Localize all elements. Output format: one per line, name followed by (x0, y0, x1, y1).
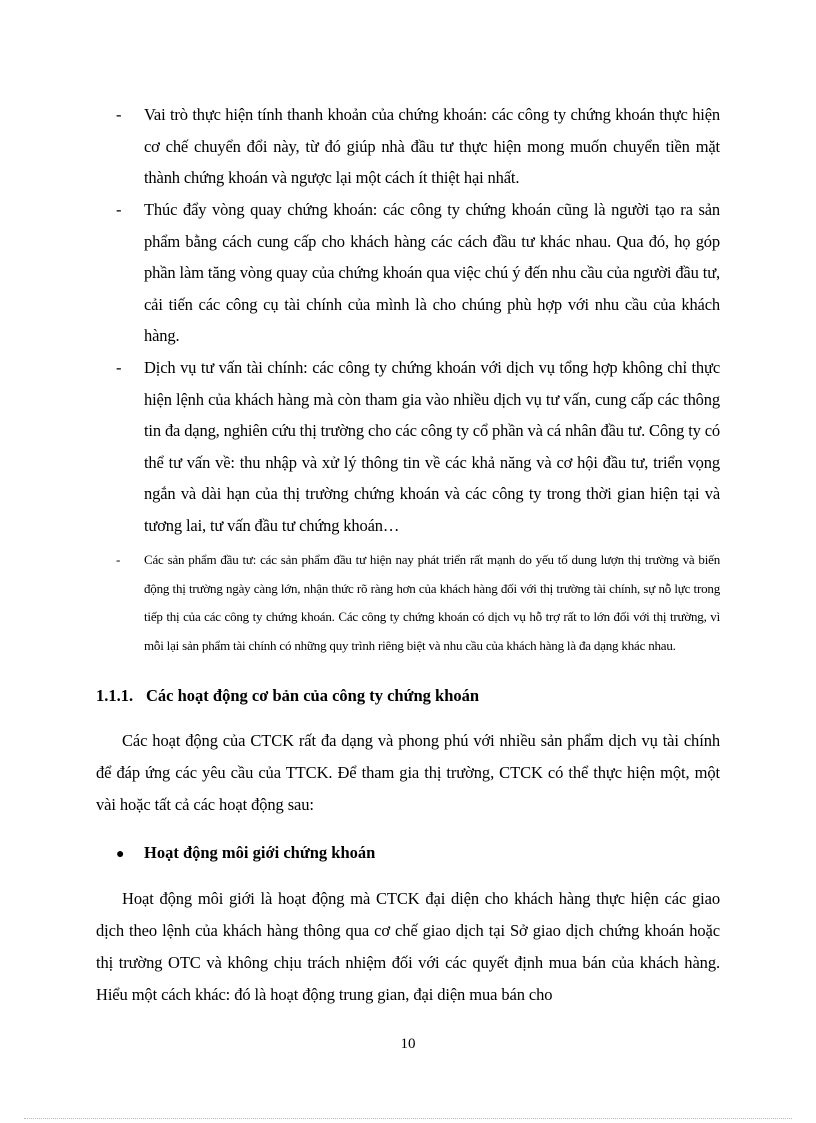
subsection-heading (116, 839, 716, 869)
section-number: 1.1.1. (96, 686, 134, 705)
dash-bullet-icon: - (116, 358, 122, 377)
list-item-text: Thúc đẩy vòng quay chứng khoán: các công ty chứng khoán cũng là người tạo ra sản phẩm bằng cách cung cấp cho khách hàng các cách đầu tư khác nhau. Qua đó, họ góp phần làm tăng vòng quay của chứng khoán qua việc chú ý đến nhu cầu của người đầu tư, cải tiến các công cụ tài chính của mình là cho chúng phù hợp với nhu cầu của khách hàng. (144, 200, 720, 345)
dash-bullet-icon: - (116, 552, 121, 567)
dash-bullet-icon: - (116, 200, 122, 219)
round-bullet-icon: ● (116, 847, 125, 862)
list-item (116, 546, 720, 660)
section-heading (96, 682, 720, 710)
list-item-text: Vai trò thực hiện tính thanh khoản của chứng khoán: các công ty chứng khoán thực hiện cơ chế chuyển đổi này, từ đó giúp nhà đầu tư thực hiện mong muốn chuyển tiền mặt thành chứng khoán và ngược lại một cách ít thiệt hại nhất. (144, 105, 720, 187)
page-number: 10 (400, 1036, 416, 1052)
intro-paragraph: Các hoạt động của CTCK rất đa dạng và phong phú với nhiều sản phẩm dịch vụ tài chính để đáp ứng các yêu cầu của TTCK. Để tham gia thị trường, CTCK có thể thực hiện một, một vài hoặc tất cả các hoạt động sau: (96, 731, 720, 814)
list-item (116, 99, 720, 194)
list-item-text: Dịch vụ tư vấn tài chính: các công ty chứng khoán với dịch vụ tổng hợp không chỉ thực hiện lệnh của khách hàng mà còn tham gia vào nhiều dịch vụ tư vấn, cung cấp các thông tin đa dạng, nghiên cứu thị trường cho các công ty cổ phần và cá nhân đầu tư. Công ty có thể tư vấn về: thu nhập và xử lý thông tin về các khả năng và cơ hội đầu tư, triển vọng ngắn và dài hạn của thị trường chứng khoán và các công ty trong thời gian hiện tại và tương lai, tư vấn đầu tư chứng khoán… (144, 358, 720, 535)
brokerage-paragraph: Hoạt động môi giới là hoạt động mà CTCK đại diện cho khách hàng thực hiện các giao dịch theo lệnh của khách hàng thông qua cơ chế giao dịch tại Sở giao dịch chứng khoán hoặc thị trường OTC và không chịu trách nhiệm đối với các quyết định mua bán của khách hàng. Hiểu một cách khác: đó là hoạt động trung gian, đại diện mua bán cho (96, 889, 720, 1004)
page-bottom-divider (24, 1118, 792, 1119)
section-title: Các hoạt động cơ bản của công ty chứng khoán (146, 686, 480, 705)
list-item (116, 194, 720, 352)
dash-bullet-icon: - (116, 105, 122, 124)
subsection-title: Hoạt động môi giới chứng khoán (144, 843, 376, 862)
list-item-text: Các sản phẩm đầu tư: các sản phẩm đầu tư hiện nay phát triển rất mạnh do yếu tố dung lượn thị trường và biến động thị trường ngày càng lớn, nhận thức rõ ràng hơn của khách hàng đối với thị trường tài chính, sự nỗ lực trong tiếp thị của các công ty chứng khoán. Các công ty chứng khoán có dịch vụ hỗ trợ rất to lớn đối với thị trường, vì mỗi lại sản phẩm tài chính có những quy trình riêng biệt và nhu cầu của khách hàng là đa dạng khác nhau. (144, 552, 720, 653)
list-item (116, 352, 720, 541)
